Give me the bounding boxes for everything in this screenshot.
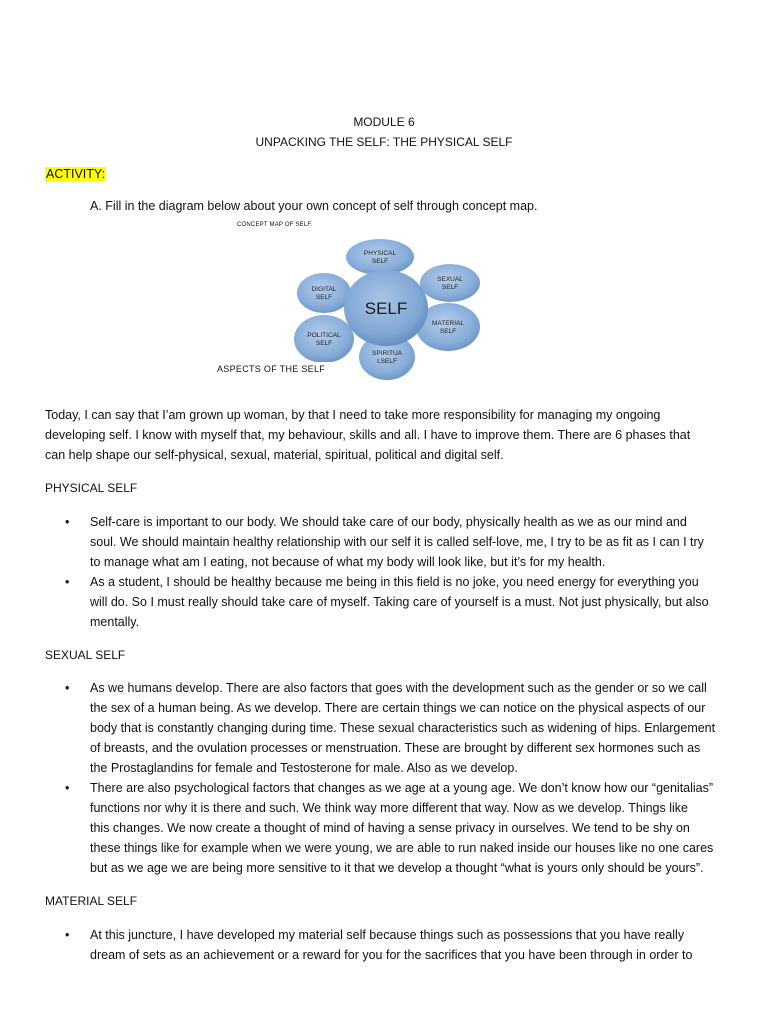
bullet-line: As we humans develop. There are also factors that goes with the development such as the gender or so we call bbox=[90, 681, 707, 695]
bullet-line: soul. We should maintain healthy relationship with our self it is called self-love, me, I try to be as fit as I can I try bbox=[90, 535, 704, 549]
bullet-line: this changes. We now create a thought of mind of having a sense privacy in ourselves. We tend to be shy on bbox=[90, 821, 690, 835]
bullet-line: body that is constantly changing during time. These sexual characteristics such as widening of hips. Enlargement bbox=[90, 721, 716, 735]
bullet-line: will do. So I must really should take care of myself. Taking care of yourself is a must. Not just physically, but also bbox=[90, 595, 709, 609]
node-political-line1: POLITICAL bbox=[307, 332, 341, 339]
bullet-line: the sex of a human being. As we develop. There are certain things we can notice on the physical aspects of our bbox=[90, 701, 706, 715]
node-digital-self bbox=[297, 273, 351, 313]
list-item bbox=[45, 572, 725, 632]
module-number: MODULE 6 bbox=[353, 115, 415, 129]
node-physical-self bbox=[346, 239, 414, 275]
material-bullets bbox=[45, 925, 725, 965]
page-title: UNPACKING THE SELF: THE PHYSICAL SELF bbox=[255, 135, 513, 149]
bullet-line: to manage what am I eating, not because of what my body will look like, but it’s for my health. bbox=[90, 555, 606, 569]
node-physical-line2: SELF bbox=[371, 258, 389, 265]
node-self-center bbox=[344, 270, 428, 346]
instruction-text: A. Fill in the diagram below about your own concept of self through concept map. bbox=[90, 199, 538, 213]
bullet-line: dream of sets as an achievement or a reward for you for the sacrifices that you have been through in order to bbox=[90, 948, 693, 962]
node-sexual-line2: SELF bbox=[441, 284, 459, 291]
list-item bbox=[45, 512, 725, 572]
intro-line: can help shape our self-physical, sexual, material, spiritual, political and digital self. bbox=[45, 448, 504, 462]
bullet-line: mentally. bbox=[90, 615, 140, 629]
node-political-self bbox=[294, 315, 354, 363]
bullet-line: Self-care is important to our body. We should take care of our body, physically health as we as our mind and bbox=[90, 515, 687, 529]
list-item bbox=[45, 925, 725, 965]
bullet-icon: • bbox=[65, 575, 70, 589]
bullet-line: There are also psychological factors that changes as we age at a young age. We don’t know how our “genitalias” bbox=[90, 781, 714, 795]
node-self-label: SELF bbox=[364, 299, 408, 318]
bullet-icon: • bbox=[65, 681, 70, 695]
concept-map-caption: ASPECTS OF THE SELF bbox=[215, 362, 337, 376]
node-sexual-self bbox=[420, 264, 480, 302]
node-material-line2: SELF bbox=[439, 328, 457, 335]
node-political-line2: SELF bbox=[315, 340, 333, 347]
section-heading-material: MATERIAL SELF bbox=[45, 894, 138, 908]
node-material-line1: MATERIAL bbox=[431, 320, 465, 327]
node-spiritual-line1: SPIRITUA bbox=[372, 350, 402, 357]
bullet-line: the Prostaglandins for female and Testosterone for male. Also as we develop. bbox=[90, 761, 518, 775]
node-physical-line1: PHYSICAL bbox=[363, 250, 397, 257]
node-digital-line1: DIGITAL bbox=[311, 286, 337, 293]
list-item bbox=[45, 678, 725, 778]
section-heading-physical: PHYSICAL SELF bbox=[45, 481, 138, 495]
sexual-bullets bbox=[45, 678, 725, 878]
bullet-line: these things like for example when we were young, we are able to run naked inside our houses like no one cares bbox=[90, 841, 714, 855]
concept-map-title: CONCEPT MAP OF SELF. bbox=[237, 222, 313, 228]
bullet-line: functions nor why it is there and such. We think way more different that way. Now as we develop. Things like bbox=[90, 801, 688, 815]
intro-line: developing self. I know with myself that, my behaviour, skills and all. I have to improve them. There are 6 phases that bbox=[45, 428, 691, 442]
bullet-line: As a student, I should be healthy because me being in this field is no joke, you need energy for everything you bbox=[90, 575, 699, 589]
bullet-icon: • bbox=[65, 781, 70, 795]
bullet-icon: • bbox=[65, 515, 70, 529]
section-heading-sexual: SEXUAL SELF bbox=[45, 648, 126, 662]
intro-paragraph bbox=[45, 405, 745, 465]
bullet-line: At this juncture, I have developed my material self because things such as possessions that you have really bbox=[90, 928, 685, 942]
node-sexual-line1: SEXUAL bbox=[437, 276, 463, 283]
intro-line: Today, I can say that I’am grown up woman, by that I need to take more responsibility for managing my ongoing bbox=[45, 408, 661, 422]
bullet-line: of breasts, and the ovulation processes or menstruation. These are brought by different sex hormones such as bbox=[90, 741, 701, 755]
node-digital-line2: SELF bbox=[315, 294, 333, 301]
bullet-line: but as we age we are being more sensitive to it that we develop a thought “what is yours only should be yours”. bbox=[90, 861, 704, 875]
bullet-icon: • bbox=[65, 928, 70, 942]
activity-label: ACTIVITY: bbox=[46, 167, 106, 181]
list-item bbox=[45, 778, 725, 878]
physical-bullets bbox=[45, 512, 725, 632]
node-spiritual-line2: LSELF bbox=[377, 358, 397, 365]
